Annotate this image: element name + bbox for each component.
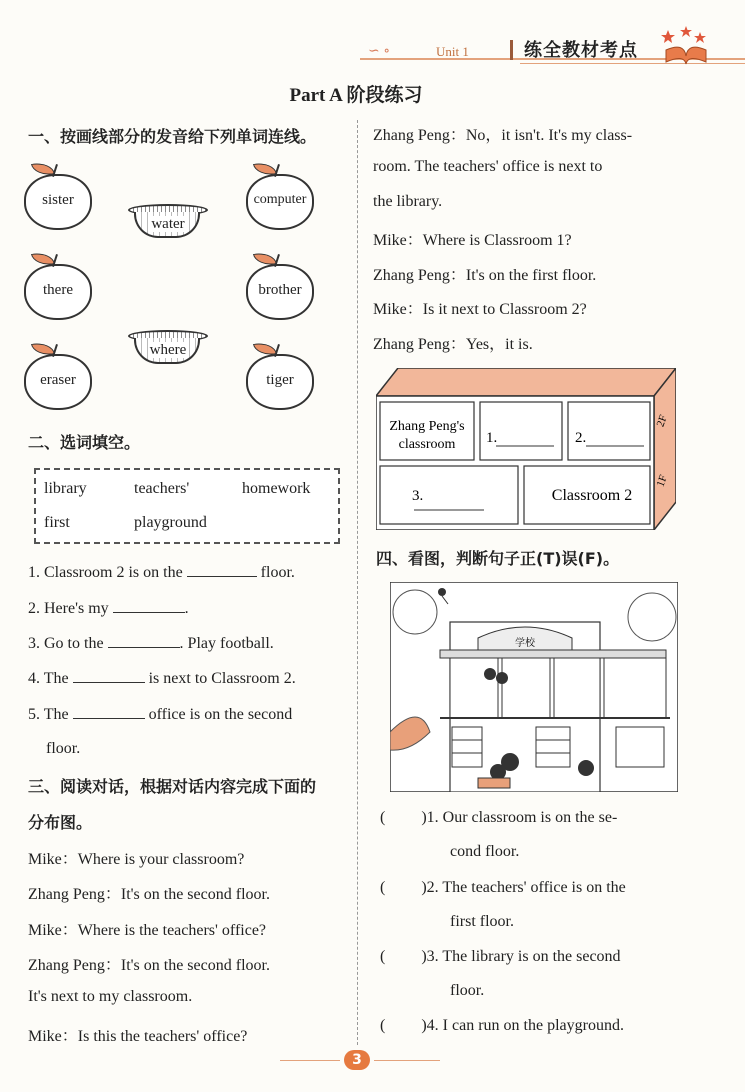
answer-blank[interactable] <box>385 878 421 892</box>
answer-blank[interactable] <box>73 668 145 683</box>
apple-word: there <box>43 282 73 298</box>
header-separator <box>510 40 513 60</box>
fill-item-5: 5. The office is on the second <box>28 706 293 723</box>
answer-blank[interactable] <box>385 947 421 961</box>
word-bank-item: homework <box>242 480 311 497</box>
apple-word: eraser <box>40 372 76 388</box>
dialogue-line: Mike：Is this the teachers' office? <box>28 1028 248 1045</box>
answer-blank[interactable] <box>108 633 180 648</box>
floor-1f-label: 1F <box>654 473 670 489</box>
word-bank-item: playground <box>134 514 207 531</box>
apple-sister <box>24 162 90 226</box>
answer-blank[interactable] <box>113 598 185 613</box>
book-stars-icon <box>660 26 710 66</box>
tf-paren: ( <box>380 809 386 826</box>
apple-word: brother <box>258 282 302 298</box>
blank-1-label: 1. <box>486 430 498 446</box>
dialogue-line: Zhang Peng：It's on the first floor. <box>373 267 597 284</box>
tf-item-2-cont: first floor. <box>450 913 514 930</box>
word-bank-item: library <box>44 480 87 497</box>
fill-item-1: 1. Classroom 2 is on the floor. <box>28 564 295 581</box>
section2-heading: 二、选词填空。 <box>28 433 141 452</box>
section4-heading: 四、看图，判断句子正(T)误(F)。 <box>376 549 620 568</box>
tf-item-1: ( )1. Our classroom is on the se- <box>380 809 618 826</box>
dialogue-line: Zhang Peng：Yes，it is. <box>373 336 533 353</box>
apple-eraser <box>24 342 90 406</box>
word-bank-item: teachers' <box>134 480 190 497</box>
section3-heading-line1: 三、阅读对话，根据对话内容完成下面的 <box>28 777 317 796</box>
zhang-peng-classroom-label2: classroom <box>398 437 456 452</box>
page-number: 3 <box>344 1050 370 1070</box>
dialogue-line: room. The teachers' office is next to <box>373 158 603 175</box>
fill-item-3: 3. Go to the . Play football. <box>28 635 274 652</box>
blank-3-label: 3. <box>412 488 424 504</box>
footer-rule-left <box>280 1060 340 1061</box>
word-bank <box>34 468 340 544</box>
dialogue-line: Mike：Is it next to Classroom 2? <box>373 301 587 318</box>
section3-heading-line2: 分布图。 <box>28 813 93 832</box>
basket-word: water <box>151 216 185 232</box>
apple-tiger <box>246 342 312 406</box>
school-sign: 学校 <box>515 638 535 649</box>
apple-word: computer <box>253 192 307 207</box>
tf-item-3: ( )3. The library is on the second <box>380 948 621 965</box>
dialogue-line: Mike：Where is your classroom? <box>28 851 245 868</box>
dialogue-line: the library. <box>373 193 443 210</box>
header-rule-thin <box>520 63 745 64</box>
classroom-2-label: Classroom 2 <box>551 487 633 504</box>
header-title: 练全教材考点 <box>524 40 638 61</box>
apple-computer <box>246 162 312 226</box>
basket-word: where <box>149 342 187 358</box>
fill-item-2: 2. Here's my . <box>28 600 189 617</box>
column-divider <box>357 120 359 1045</box>
floor-plan <box>376 368 676 530</box>
page-title: Part A 阶段练习 <box>289 85 423 106</box>
fill-item-4: 4. The is next to Classroom 2. <box>28 670 296 687</box>
tf-item-4: ( )4. I can run on the playground. <box>380 1017 624 1034</box>
dialogue-line: Mike：Where is the teachers' office? <box>28 922 267 939</box>
tf-item-1-cont: cond floor. <box>450 843 520 860</box>
dialogue-line: Mike：Where is Classroom 1? <box>373 232 572 249</box>
blank-2-label: 2. <box>575 430 587 446</box>
basket-water <box>128 204 206 240</box>
fill-item-5-cont: floor. <box>46 740 81 757</box>
unit-label: Unit 1 <box>436 44 469 59</box>
word-bank-item: first <box>44 514 70 531</box>
answer-blank[interactable] <box>385 1016 421 1030</box>
zhang-peng-classroom-label: Zhang Peng's <box>389 419 465 434</box>
apple-word: sister <box>42 192 74 208</box>
dialogue-line: It's next to my classroom. <box>28 988 193 1005</box>
tf-item-3-cont: floor. <box>450 982 485 999</box>
school-illustration <box>390 582 678 792</box>
answer-blank[interactable] <box>385 808 421 822</box>
apple-there <box>24 252 90 316</box>
basket-where <box>128 330 206 366</box>
flourish-icon: ∽ ∘ <box>368 44 391 59</box>
floor-2f-label: 2F <box>654 413 670 429</box>
tf-item-2: ( )2. The teachers' office is on the <box>380 879 626 896</box>
section1-heading: 一、按画线部分的发音给下列单词连线。 <box>28 127 317 146</box>
apple-brother <box>246 252 312 316</box>
footer-rule-right <box>374 1060 440 1061</box>
dialogue-line: Zhang Peng：It's on the second floor. <box>28 886 270 903</box>
dialogue-line: Zhang Peng：No，it isn't. It's my class- <box>373 127 633 144</box>
answer-blank[interactable] <box>73 704 145 719</box>
dialogue-line: Zhang Peng：It's on the second floor. <box>28 957 270 974</box>
apple-word: tiger <box>266 372 294 388</box>
answer-blank[interactable] <box>187 562 257 577</box>
